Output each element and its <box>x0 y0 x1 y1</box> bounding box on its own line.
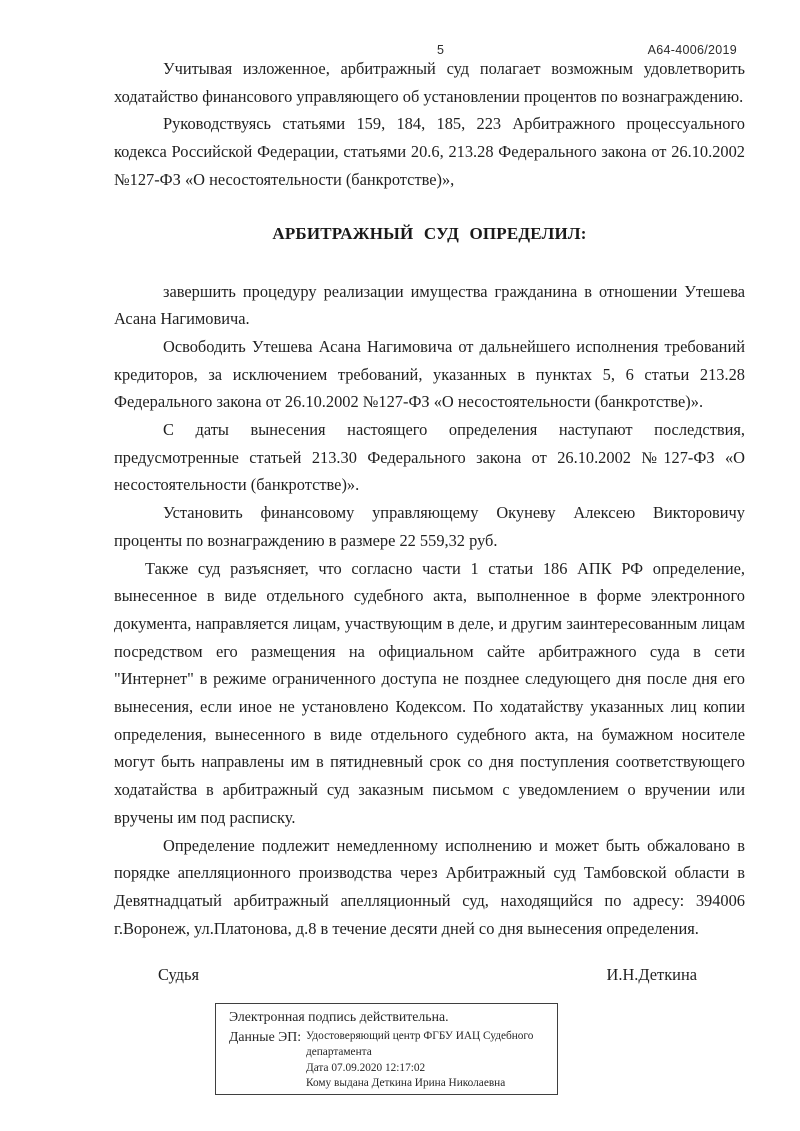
paragraph-appeal-procedure: Определение подлежит немедленному исполнению и может быть обжаловано в порядке апелляционного производства через Арбитражный суд Тамбовской области в Девятнадцатый арбитражный апелляционный суд, находящийся по адресу: 394006 г.Воронеж, ул.Платонова, д.8 в течение десяти дней со дня вынесения определения. <box>114 835 745 938</box>
signature-role: Судья <box>158 965 200 985</box>
signature-name: И.Н.Деткина <box>606 965 697 985</box>
stamp-data-row <box>229 1029 549 1091</box>
stamp-validity-text: Электронная подпись действительна. <box>229 1009 449 1025</box>
paragraph-complete-procedure: завершить процедуру реализации имущества гражданина в отношении Утешева Асана Нагимовича. <box>114 281 745 329</box>
ruling-heading: АРБИТРАЖНЫЙ СУД ОПРЕДЕЛИЛ: <box>272 223 587 243</box>
stamp-detail-certifying-center: Удостоверяющий центр ФГБУ ИАЦ Судебного департамента <box>306 1030 534 1058</box>
stamp-detail-date: Дата 07.09.2020 12:17:02 <box>306 1061 426 1074</box>
stamp-data-label: Данные ЭП: <box>229 1029 302 1045</box>
paragraph-set-remuneration: Установить финансовому управляющему Окуневу Алексею Викторовичу проценты по вознаграждению в размере 22 559,32 руб. <box>114 503 745 550</box>
stamp-details <box>306 1029 549 1091</box>
paragraph-consequences: С даты вынесения настоящего определения наступают последствия, предусмотренные статьей 213.30 Федерального закона от 26.10.2002 №127-ФЗ «О несостоятельности (банкротстве)». <box>114 420 745 495</box>
page-number: 5 <box>437 43 444 57</box>
electronic-signature-stamp <box>215 1003 558 1094</box>
paragraph-guided-by: Руководствуясь статьями 159, 184, 185, 223 Арбитражного процессуального кодекса Российской Федерации, статьями 20.6, 213.28 Федерального закона от 26.10.2002 №127-ФЗ «О несостоятельности (банкротстве)», <box>114 114 745 189</box>
paragraph-release-debtor: Освободить Утешева Асана Нагимовича от дальнейшего исполнения требований кредиторов, за исключением требований, указанных в пунктах 5, 6 статьи 213.28 Федерального закона от 26.10.2002 №127-ФЗ «О несостоятельности (банкротстве)». <box>114 336 745 412</box>
signature-row <box>114 965 745 985</box>
stamp-detail-issued-to: Кому выдана Деткина Ирина Николаевна <box>306 1077 506 1090</box>
paragraph-court-clarification: Также суд разъясняет, что согласно части 1 статьи 186 АПК РФ определение, вынесенное в виде отдельного судебного акта, выполненное в форме электронного документа, направляется лицам, участвующим в деле, и другим заинтересованным лицам посредством его размещения на официальном сайте арбитражного суда в сети "Интернет" в режиме ограниченного доступа не позднее следующего дня после дня его вынесения, если иное не установлено Кодексом. По ходатайству указанных лиц копии определения, вынесенного в виде отдельного судебного акта, на бумажном носителе могут быть направлены им в пятидневный срок со дня поступления соответствующего ходатайства в арбитражный суд заказным письмом с уведомлением о вручении или вручены им под расписку. <box>114 558 745 827</box>
document-body <box>114 0 745 1095</box>
case-number: А64-4006/2019 <box>647 43 737 57</box>
paragraph-considering: Учитывая изложенное, арбитражный суд полагает возможным удовлетворить ходатайство финансового управляющего об установлении процентов по вознаграждению. <box>114 59 745 106</box>
